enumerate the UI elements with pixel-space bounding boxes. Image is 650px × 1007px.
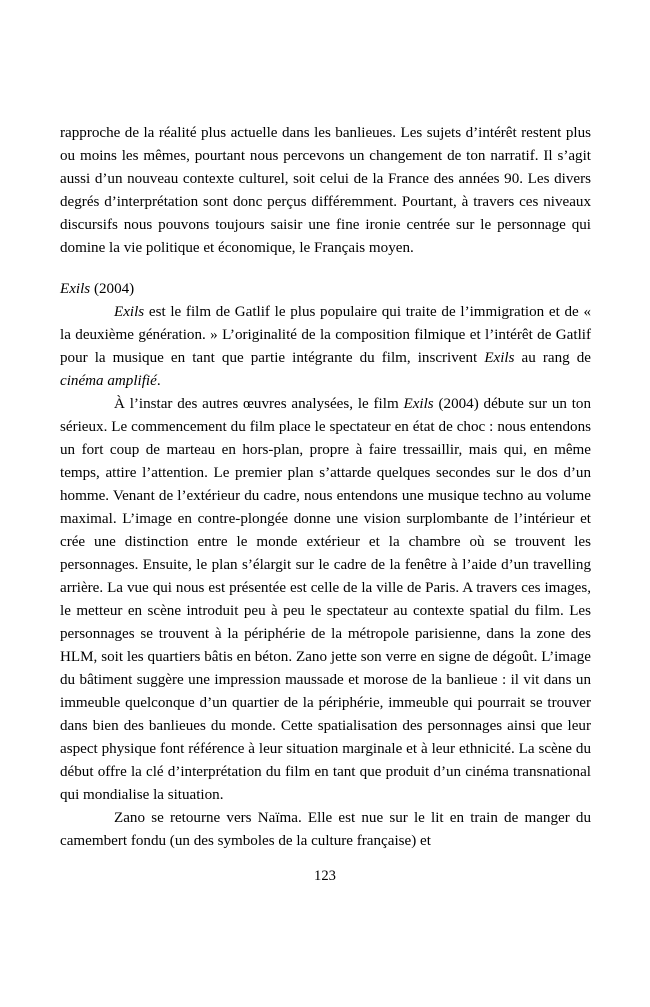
italic-run: cinéma amplifié [60,373,157,390]
italic-run: Exils [403,396,434,413]
text-column [60,122,591,853]
text-run: (2004) débute sur un ton sérieux. Le commencement du film place le spectateur en état de choc : nous entendons un fort coup de marteau en hors-plan, propre à faire tressaillir, mais qui, en même temps, attire l’attention. Le premier plan s’attarde quelques secondes sur le dos d’un homme. Venant de l’extérieur du cadre, nous entendons une musique techno au volume maximal. L’image en contre-plongée donne une vision surplombante de l’intérieur et crée une distinction entre le monde extérieur et la chambre où se trouvent les personnages. Ensuite, le plan s’élargit sur le cadre de la fenêtre à l’aide d’un travelling arrière. La vue qui nous est présentée est celle de la ville de Paris. A travers ces images, le metteur en scène introduit peu à peu le spectateur au contexte spatial du film. Les personnages se trouvent à la périphérie de la métropole parisienne, dans la zone des HLM, soit les quartiers bâtis en béton. Zano jette son verre en signe de dégoût. L’image du bâtiment suggère une impression maussade et morose de la banlieue : il vit dans un immeuble quelconque d’un quartier de la périphérie, immeuble qui pourrait se trouver dans bien des banlieues du monde. Cette spatialisation des personnages ainsi que leur aspect physique font référence à leur situation marginale et à leur ethnicité. La scène du début offre la clé d’interprétation du film en tant que produit d’un cinéma transnational qui mondialise la situation. [60,396,592,804]
italic-run: Exils [484,350,515,367]
text-run: est le film de Gatlif le plus populaire qui traite de l’immigration et de « la deuxième génération. » L’originalité de la composition filmique et l’intérêt de Gatlif pour la musique en tant que partie intégrante du film, inscrivent [60,304,591,367]
text-run: rapproche de la réalité plus actuelle dans les banlieues. Les sujets d’intérêt restent plus ou moins les mêmes, pourtant nous percevons un changement de ton narratif. Il s’agit aussi d’un nouveau contexte culturel, soit celui de la France des années 90. Les divers degrés d’interprétation sont donc perçus différemment. Pourtant, à travers ces niveaux discursifs nous pouvons toujours saisir une fine ironie centrée sur le personnage qui domine la vie politique et économique, le Français moyen. [60,125,591,257]
paragraph-exils-popular [60,301,591,393]
text-run: À l’instar des autres œuvres analysées, le film [114,396,404,413]
italic-run: Exils [114,304,145,321]
section-heading-exils [60,278,591,301]
paragraph-zano-naima [60,807,591,853]
page-number: 123 [314,868,336,884]
text-run: (2004) [90,281,135,298]
paragraph-exils-opening-scene [60,393,591,807]
italic-run: Exils [60,281,91,298]
paragraph-opening [60,122,591,260]
text-run: Zano se retourne vers Naïma. Elle est nue sur le lit en train de manger du camembert fondu (un des symboles de la culture française) et [60,810,591,850]
text-run: . [156,373,161,390]
text-run: au rang de [514,350,591,367]
